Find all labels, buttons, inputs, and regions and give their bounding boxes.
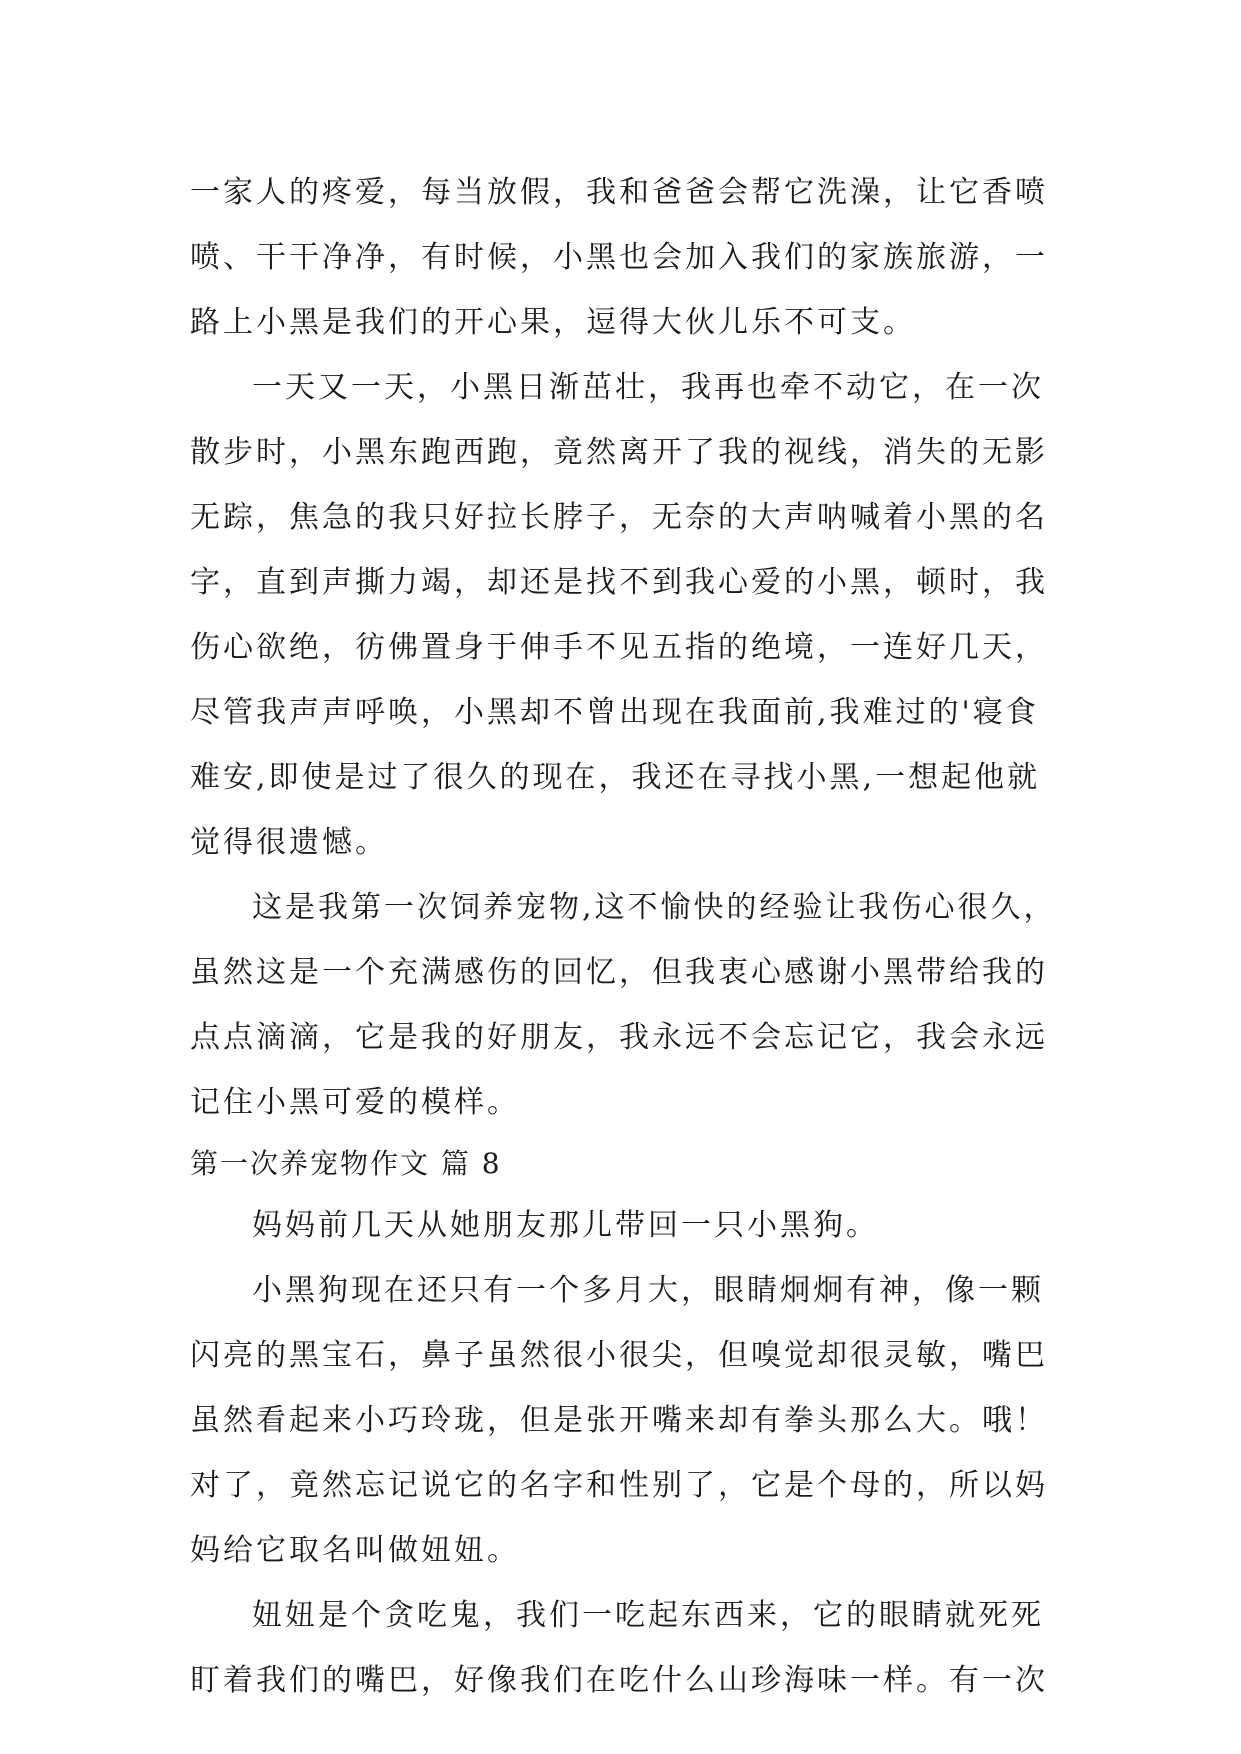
text-line: 小黑狗现在还只有一个多月大，眼睛炯炯有神，像一颗 <box>252 1273 1044 1308</box>
text-line: 难安,即使是过了很久的现在，我还在寻找小黑,一想起他就 <box>190 760 1041 795</box>
text-line: 一天又一天，小黑日渐茁壮，我再也牵不动它，在一次 <box>252 370 1044 405</box>
text-line: 路上小黑是我们的开心果，逗得大伙儿乐不可支。 <box>190 305 916 340</box>
text-line: 觉得很遗憾。 <box>190 825 388 860</box>
text-line: 这是我第一次饲养宠物,这不愉快的经验让我伤心很久， <box>252 890 1057 925</box>
text-line: 记住小黑可爱的模样。 <box>190 1085 520 1120</box>
text-line: 妈给它取名叫做妞妞。 <box>190 1533 520 1568</box>
paragraph <box>190 1258 1050 1583</box>
paragraph <box>190 1583 1050 1713</box>
text-line: 字，直到声撕力竭，却还是找不到我心爱的小黑，顿时，我 <box>190 565 1048 600</box>
text-line: 虽然这是一个充满感伤的回忆，但我衷心感谢小黑带给我的 <box>190 955 1048 990</box>
text-line: 尽管我声声呼唤，小黑却不曾出现在我面前,我难过的'寝食 <box>190 695 1039 730</box>
text-line: 对了，竟然忘记说它的名字和性别了，它是个母的，所以妈 <box>190 1468 1048 1503</box>
section-heading: 第一次养宠物作文 篇 8 <box>190 1147 502 1180</box>
paragraph <box>190 1193 1050 1258</box>
text-line: 妈妈前几天从她朋友那儿带回一只小黑狗。 <box>252 1208 879 1243</box>
text-line: 妞妞是个贪吃鬼，我们一吃起东西来，它的眼睛就死死 <box>252 1598 1044 1633</box>
text-line: 无踪，焦急的我只好拉长脖子，无奈的大声呐喊着小黑的名 <box>190 500 1048 535</box>
text-line: 伤心欲绝，彷佛置身于伸手不见五指的绝境，一连好几天， <box>190 630 1048 665</box>
paragraph <box>190 875 1057 1135</box>
paragraph <box>190 160 1050 355</box>
paragraph <box>190 355 1050 875</box>
text-line: 盯着我们的嘴巴，好像我们在吃什么山珍海味一样。有一次 <box>190 1663 1048 1698</box>
text-line: 喷、干干净净，有时候，小黑也会加入我们的家族旅游，一 <box>190 240 1048 275</box>
text-line: 散步时，小黑东跑西跑，竟然离开了我的视线，消失的无影 <box>190 435 1048 470</box>
text-line: 点点滴滴，它是我的好朋友，我永远不会忘记它，我会永远 <box>190 1020 1048 1055</box>
document-body <box>190 160 1057 1713</box>
text-line: 闪亮的黑宝石，鼻子虽然很小很尖，但嗅觉却很灵敏，嘴巴 <box>190 1338 1048 1373</box>
text-line: 虽然看起来小巧玲珑，但是张开嘴来却有拳头那么大。哦！ <box>190 1403 1048 1438</box>
text-line: 一家人的疼爱，每当放假，我和爸爸会帮它洗澡，让它香喷 <box>190 175 1048 210</box>
